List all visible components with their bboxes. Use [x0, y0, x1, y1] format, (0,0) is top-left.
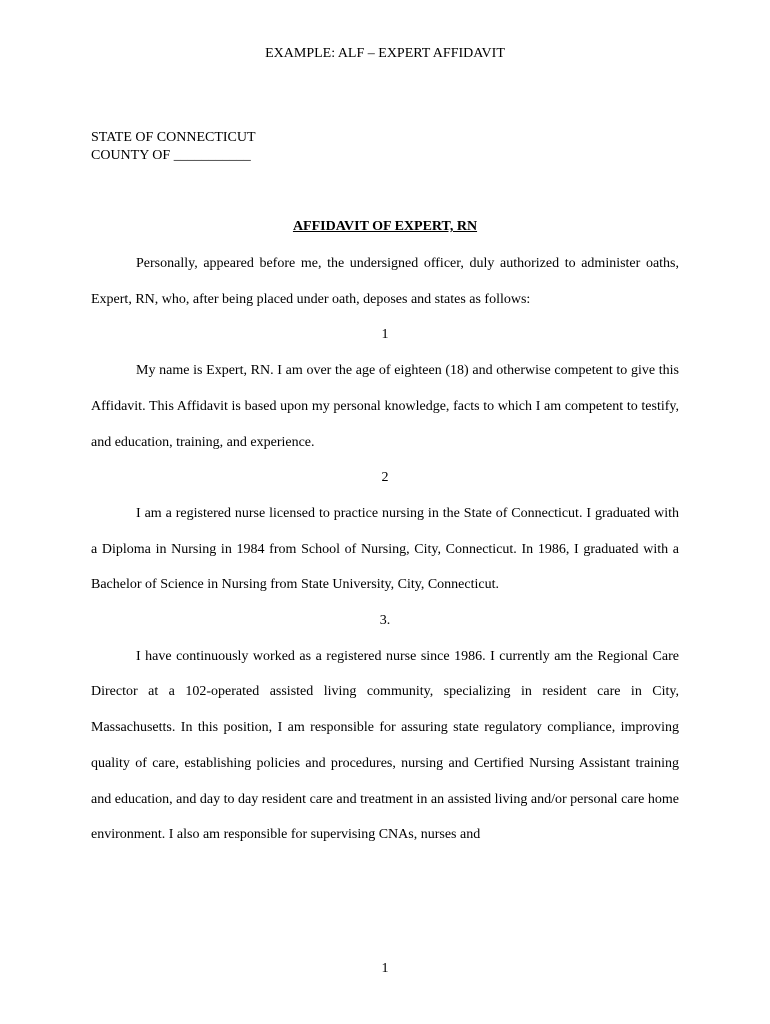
affidavit-body [91, 246, 679, 853]
venue-block [91, 129, 256, 165]
page-number: 1 [381, 961, 389, 976]
section-paragraph-3: I have continuously worked as a registered nurse since 1986. I currently am the Regional Care Director at a 102-operated assisted living community, specializing in resident care in City, Massachusetts. In this position, I am responsible for assuring state regulatory compliance, improving quality of care, establishing policies and procedures, nursing and Certified Nursing Assistant training and education, and day to day resident care and treatment in an assisted living and/or personal care home environment. I also am responsible for supervising CNAs, nurses and [91, 648, 679, 843]
section-number-2: 2 [381, 470, 389, 486]
affidavit-title: AFFIDAVIT OF EXPERT, RN [292, 219, 478, 234]
section-paragraph-2: I am a registered nurse licensed to practice nursing in the State of Connecticut. I graduated with a Diploma in Nursing in 1984 from School of Nursing, City, Connecticut. In 1986, I graduated with a Bachelor of Science in Nursing from State University, City, Connecticut. [91, 505, 679, 593]
intro-paragraph: Personally, appeared before me, the undersigned officer, duly authorized to administer oaths, Expert, RN, who, after being placed under oath, deposes and states as follows: [91, 256, 679, 307]
venue-county: COUNTY OF ___________ [91, 148, 251, 163]
document-header-title: EXAMPLE: ALF – EXPERT AFFIDAVIT [265, 46, 505, 61]
venue-state: STATE OF CONNECTICUT [91, 130, 256, 145]
section-number-3: 3. [379, 613, 391, 629]
section-paragraph-1: My name is Expert, RN. I am over the age of eighteen (18) and otherwise competent to give this Affidavit. This Affidavit is based upon my personal knowledge, facts to which I am competent to testify, and education, training, and experience. [91, 363, 679, 450]
section-number-1: 1 [381, 327, 389, 343]
